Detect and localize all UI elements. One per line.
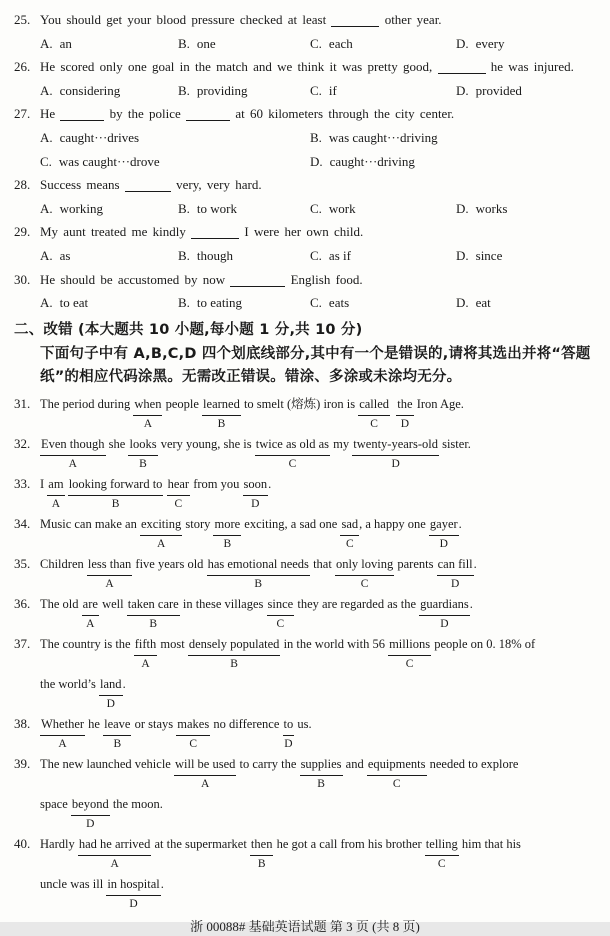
option-letter: A. — [40, 295, 53, 311]
stem-text: by the police — [104, 106, 187, 122]
question-number: 34. — [14, 515, 31, 531]
sentence-text: . — [473, 556, 477, 571]
option-a — [40, 197, 178, 221]
part-label: C — [189, 737, 198, 750]
question-stem — [40, 59, 574, 74]
option-a — [40, 126, 310, 150]
sentence-text: she — [105, 436, 129, 451]
underlined-part: land D — [99, 674, 123, 696]
question — [14, 554, 596, 594]
sentence-text: five years old — [132, 556, 207, 571]
option-text: every — [475, 35, 505, 51]
question-row — [14, 268, 596, 292]
question — [14, 514, 596, 554]
underlined-part: looks B — [128, 434, 157, 456]
option-c — [310, 32, 456, 56]
option-letter: C. — [40, 153, 52, 169]
answer-blank — [438, 73, 486, 74]
sentence-line — [40, 834, 596, 874]
sentence-text: parents — [394, 556, 437, 571]
question-number: 30. — [14, 271, 31, 287]
question — [14, 714, 596, 754]
sentence-text: from you — [190, 476, 243, 491]
sentence-text: my — [330, 436, 353, 451]
option-text: caught···drives — [59, 129, 140, 145]
part-label: C — [276, 617, 285, 630]
options-row — [40, 197, 596, 221]
sentence-text: people — [162, 396, 203, 411]
question-lines — [40, 754, 596, 834]
part-label: A — [58, 737, 67, 750]
sentence-text: , a happy one — [359, 516, 429, 531]
question-stem — [40, 12, 442, 27]
question — [14, 634, 596, 714]
answer-blank — [125, 191, 171, 192]
sentence-line — [40, 634, 596, 674]
option-letter: C. — [310, 200, 322, 216]
question-row — [14, 8, 596, 32]
underlined-part: twice as old as C — [255, 434, 330, 456]
question — [14, 474, 596, 514]
question-stem — [40, 177, 262, 192]
option-text: as — [59, 247, 71, 263]
stem-text: You should get your blood pressure checked at least — [40, 12, 332, 27]
sentence-text: Hardly — [40, 836, 78, 851]
sentence-text: . — [268, 476, 272, 491]
underlined-part: taken care B — [127, 594, 180, 616]
part-label: A — [156, 537, 166, 550]
part-label: B — [139, 457, 147, 470]
part-label: B — [223, 537, 232, 550]
underlined-part: fifth A — [134, 634, 158, 656]
part-label: B — [257, 857, 266, 870]
sentence-text: The country is the — [40, 636, 134, 651]
sentence-text: exciting, a sad one — [241, 516, 341, 531]
underlined-part: beyond D — [71, 794, 110, 816]
option-text: to work — [196, 200, 238, 216]
option-d — [310, 150, 596, 174]
sentence-text: no difference — [210, 716, 283, 731]
question — [14, 102, 596, 173]
answer-blank — [186, 120, 230, 121]
option-d — [456, 79, 596, 103]
options-row — [40, 79, 596, 103]
underlined-part: exciting A — [140, 514, 182, 536]
part-label: B — [149, 617, 158, 630]
underlined-part: more B — [213, 514, 241, 536]
part-label: B — [317, 777, 325, 790]
underlined-part: am A — [47, 474, 64, 496]
question-lines — [40, 834, 596, 914]
underlined-part: supplies B — [300, 754, 343, 776]
option-text: to eating — [196, 295, 243, 311]
part-label: A — [143, 417, 153, 430]
option-b — [178, 79, 310, 103]
sentence-text: . — [122, 676, 126, 691]
option-letter: D. — [456, 295, 469, 311]
question-number: 26. — [14, 59, 31, 75]
sentence-line — [40, 754, 596, 794]
option-letter: B. — [178, 200, 190, 216]
sentence-text: the moon. — [109, 796, 163, 811]
question-number: 33. — [14, 475, 31, 491]
question-number: 40. — [14, 835, 31, 851]
part-label: D — [439, 537, 448, 550]
underlined-part: gayer D — [429, 514, 459, 536]
page-footer: 浙 00088# 基础英语试题 第 3 页 (共 8 页) — [190, 918, 420, 934]
question-number: 37. — [14, 635, 31, 651]
part-label: C — [345, 537, 354, 550]
option-d — [456, 197, 596, 221]
question — [14, 754, 596, 834]
part-label: D — [440, 617, 449, 630]
part-label: C — [392, 777, 401, 790]
underlined-part: equipments C — [367, 754, 427, 776]
answer-blank — [191, 238, 239, 239]
sentence-text: people on 0. 18% of — [431, 636, 536, 651]
stem-text: other year. — [379, 12, 442, 27]
question-stem — [40, 272, 363, 287]
question-lines — [40, 714, 596, 754]
option-text: one — [196, 35, 216, 51]
option-c — [40, 150, 310, 174]
part-label: C — [370, 417, 378, 430]
part-label: B — [230, 657, 238, 670]
option-letter: D. — [310, 153, 323, 169]
option-c — [310, 291, 456, 315]
option-text: work — [328, 200, 356, 216]
part-label: A — [68, 457, 77, 470]
option-letter: A. — [40, 129, 53, 145]
question-lines — [40, 394, 596, 434]
part-label: D — [450, 577, 460, 590]
sentence-text: in these villages — [179, 596, 267, 611]
question-lines — [40, 474, 596, 514]
question-lines — [40, 594, 596, 634]
option-letter: B. — [178, 295, 190, 311]
option-d — [456, 32, 596, 56]
underlined-part: will be used A — [174, 754, 236, 776]
answer-blank — [230, 286, 285, 287]
option-text: since — [475, 247, 503, 263]
option-letter: A. — [40, 82, 53, 98]
option-text: eat — [475, 295, 491, 311]
underlined-part: looking forward to B — [68, 474, 164, 496]
question-number: 38. — [14, 715, 31, 731]
option-text: an — [59, 35, 72, 51]
question-stem — [40, 224, 363, 239]
sentence-text: most — [157, 636, 188, 651]
sentence-line — [40, 874, 596, 914]
sentence-text: he got a call from his brother — [273, 836, 425, 851]
underlined-part: when A — [133, 394, 162, 416]
underlined-part: Even though A — [40, 434, 106, 456]
option-text: considering — [59, 82, 121, 98]
sentence-text: . — [458, 516, 462, 531]
part-label: D — [251, 497, 260, 510]
option-text: working — [59, 200, 103, 216]
option-b — [178, 32, 310, 56]
sentence-text: us. — [294, 716, 312, 731]
option-b — [178, 291, 310, 315]
options-row — [40, 32, 596, 56]
section2-instructions-line2: 纸”的相应代码涂黑。无需改正错误。错涂、多涂或未涂均无分。 — [40, 369, 462, 386]
sentence-line — [40, 594, 596, 634]
sentence-line — [40, 474, 596, 514]
sentence-text: well — [98, 596, 127, 611]
part-label: D — [86, 817, 95, 830]
question — [14, 268, 596, 315]
underlined-part: twenty-years-old D — [352, 434, 439, 456]
part-label: C — [437, 857, 446, 870]
question-lines — [40, 554, 596, 594]
sentence-line — [40, 714, 596, 754]
sentence-text: needed to explore — [426, 756, 519, 771]
question — [14, 834, 596, 914]
sentence-text: . — [469, 596, 473, 611]
part-label: B — [111, 497, 120, 510]
stem-text: Success means — [40, 177, 125, 193]
question-row — [14, 102, 596, 126]
underlined-part: learned B — [202, 394, 241, 416]
stem-text: I were her own child. — [239, 224, 364, 240]
option-letter: D. — [456, 82, 469, 98]
underlined-part: are A — [82, 594, 99, 616]
underlined-part: had he arrived A — [78, 834, 152, 856]
sentence-text: space — [40, 796, 71, 811]
question-lines — [40, 434, 596, 474]
underlined-part: in hospital D — [106, 874, 160, 896]
question-number: 27. — [14, 106, 31, 122]
question-number: 25. — [14, 12, 31, 27]
part-label: A — [141, 657, 150, 670]
part-label: D — [284, 737, 293, 750]
sentence-text: to smelt (熔炼) iron is — [240, 396, 359, 411]
option-text: though — [196, 247, 234, 263]
sentence-text: story — [182, 516, 214, 531]
sentence-text: The period during — [40, 396, 134, 411]
part-label: A — [51, 497, 61, 510]
part-label: D — [106, 697, 115, 710]
underlined-part: makes C — [176, 714, 210, 736]
option-text: to eat — [59, 295, 89, 311]
part-label: A — [86, 617, 95, 630]
section2-heading: 二、改错 (本大题共 10 小题,每小题 1 分,共 10 分) — [14, 321, 363, 338]
option-letter: B. — [310, 129, 322, 145]
underlined-part: since C — [267, 594, 295, 616]
option-c — [310, 197, 456, 221]
part-label: D — [129, 897, 138, 910]
option-a — [40, 291, 178, 315]
option-a — [40, 244, 178, 268]
underlined-part: less than A — [87, 554, 132, 576]
question-lines — [40, 634, 596, 714]
multiple-choice-list — [14, 8, 596, 315]
underlined-part: only loving C — [335, 554, 394, 576]
option-letter: D. — [456, 247, 469, 263]
underlined-part: densely populated B — [188, 634, 281, 656]
options-row — [40, 126, 596, 173]
part-label: A — [110, 857, 119, 870]
part-label: C — [360, 577, 369, 590]
underlined-part: to D — [283, 714, 295, 736]
question — [14, 434, 596, 474]
sentence-line — [40, 554, 596, 594]
part-label: B — [254, 577, 263, 590]
question — [14, 594, 596, 634]
sentence-text: and — [342, 756, 367, 771]
underlined-part: hear C — [167, 474, 191, 496]
question — [14, 8, 596, 55]
question-number: 32. — [14, 435, 31, 451]
option-letter: C. — [310, 247, 322, 263]
question-number: 28. — [14, 177, 31, 193]
part-label: B — [217, 417, 226, 430]
option-letter: D. — [456, 200, 469, 216]
sentence-text: The old — [40, 596, 82, 611]
sentence-text: he — [85, 716, 104, 731]
option-text: caught···driving — [329, 153, 415, 169]
underlined-part: sad C — [340, 514, 359, 536]
sentence-line — [40, 434, 596, 474]
options-row — [40, 244, 596, 268]
option-letter: A. — [40, 35, 53, 51]
sentence-text: to carry the — [236, 756, 300, 771]
underlined-part: telling C — [425, 834, 459, 856]
part-label: A — [105, 577, 114, 590]
sentence-text: sister. — [438, 436, 471, 451]
part-label: C — [405, 657, 414, 670]
sentence-text: they are regarded as the — [294, 596, 420, 611]
underlined-part: millions C — [388, 634, 431, 656]
question-number: 35. — [14, 555, 31, 571]
option-letter: B. — [178, 82, 190, 98]
option-letter: C. — [310, 82, 322, 98]
underlined-part: soon D — [243, 474, 269, 496]
option-text: provided — [475, 82, 522, 98]
underlined-part: leave B — [103, 714, 131, 736]
part-label: C — [174, 497, 183, 510]
question-lines — [40, 514, 596, 554]
section2-instructions-line1: 下面句子中有 A,B,C,D 四个划底线部分,其中有一个是错误的,请将其选出并将“答题 — [40, 345, 591, 362]
option-text: eats — [328, 295, 350, 311]
question — [14, 220, 596, 267]
sentence-text: in the world with 56 — [280, 636, 389, 651]
stem-text: My aunt treated me kindly — [40, 224, 192, 240]
sentence-line — [40, 794, 596, 834]
underlined-part: can fill D — [437, 554, 474, 576]
stem-text: English food. — [285, 271, 363, 287]
underlined-part: called C — [358, 394, 390, 416]
option-text: as if — [328, 247, 351, 263]
option-b — [178, 197, 310, 221]
option-d — [456, 244, 596, 268]
sentence-text: . — [160, 876, 164, 891]
option-letter: A. — [40, 247, 53, 263]
question-number: 29. — [14, 224, 31, 240]
sentence-text: Iron Age. — [413, 396, 464, 411]
question-number: 39. — [14, 755, 31, 771]
question-number: 36. — [14, 595, 31, 611]
option-text: each — [328, 35, 353, 51]
option-letter: B. — [178, 247, 190, 263]
part-label: B — [113, 737, 122, 750]
question-row — [14, 55, 596, 79]
option-letter: B. — [178, 35, 190, 51]
option-text: was caught···driving — [328, 129, 438, 145]
part-label: D — [391, 457, 400, 470]
part-label: C — [288, 457, 297, 470]
sentence-text: I — [40, 476, 48, 491]
question — [14, 394, 596, 434]
sentence-text: that — [309, 556, 335, 571]
option-text: providing — [196, 82, 248, 98]
part-label: D — [400, 417, 410, 430]
stem-text: He — [40, 106, 61, 122]
sentence-line — [40, 394, 596, 434]
question — [14, 55, 596, 102]
part-label: A — [201, 777, 210, 790]
stem-text: very, very hard. — [170, 177, 262, 193]
option-a — [40, 32, 178, 56]
sentence-text: The new launched vehicle — [40, 756, 174, 771]
option-d — [456, 291, 596, 315]
option-c — [310, 244, 456, 268]
stem-text: he was injured. — [485, 59, 574, 75]
question-row — [14, 220, 596, 244]
question-row — [14, 173, 596, 197]
sentence-text: him that his — [458, 836, 521, 851]
sentence-text: very young, she is — [157, 436, 255, 451]
option-b — [178, 244, 310, 268]
underlined-part: guardians D — [419, 594, 470, 616]
stem-text: He scored only one goal in the match and we think it was pretty good, — [40, 59, 438, 75]
stem-text: at 60 kilometers through the city center. — [230, 106, 455, 122]
underlined-part: the D — [396, 394, 413, 416]
sentence-text: at the supermarket — [151, 836, 250, 851]
sentence-line — [40, 674, 596, 714]
underlined-part: Whether A — [40, 714, 85, 736]
sentence-text: the world’s — [40, 676, 100, 691]
sentence-text: Music can make an — [40, 516, 140, 531]
option-c — [310, 79, 456, 103]
question-stem — [40, 106, 454, 121]
option-letter: D. — [456, 35, 469, 51]
option-text: if — [328, 82, 337, 98]
sentence-text: uncle was ill — [40, 876, 107, 891]
options-row — [40, 291, 596, 315]
underlined-part: then B — [250, 834, 274, 856]
option-text: was caught···drove — [58, 153, 160, 169]
option-text: works — [475, 200, 508, 216]
option-letter: C. — [310, 35, 322, 51]
option-letter: C. — [310, 295, 322, 311]
option-b — [310, 126, 596, 150]
error-correction-list — [14, 394, 596, 914]
sentence-line — [40, 514, 596, 554]
stem-text: He should be accustomed by now — [40, 271, 231, 287]
question-number: 31. — [14, 395, 31, 411]
sentence-text: or stays — [131, 716, 177, 731]
answer-blank — [331, 26, 379, 27]
option-letter: A. — [40, 200, 53, 216]
sentence-text: Children — [40, 556, 87, 571]
question — [14, 173, 596, 220]
answer-blank — [60, 120, 104, 121]
option-a — [40, 79, 178, 103]
underlined-part: has emotional needs B — [207, 554, 310, 576]
